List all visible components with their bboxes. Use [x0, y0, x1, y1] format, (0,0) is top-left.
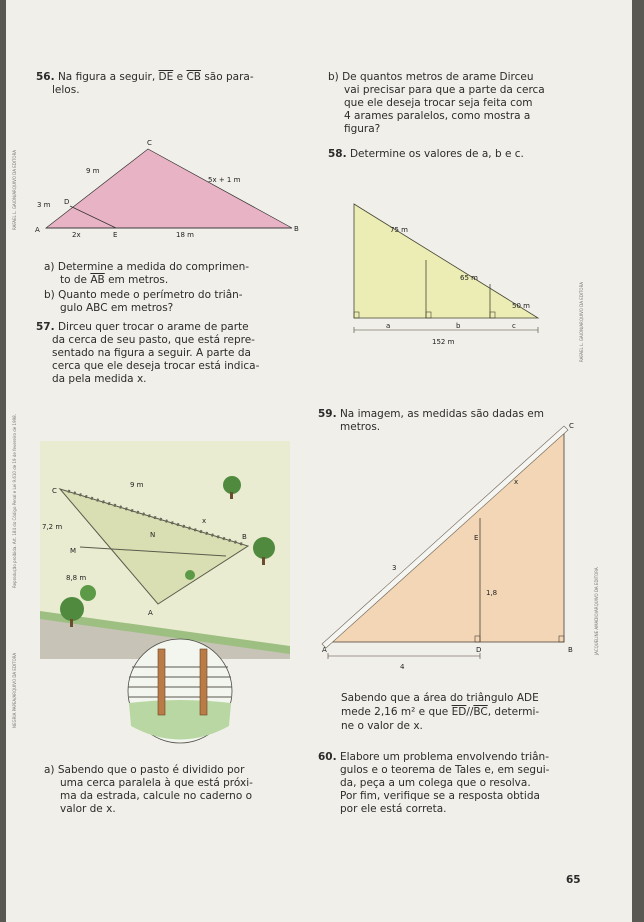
q57-line1: 57. Dirceu quer trocar o arame de parte: [36, 321, 249, 333]
label-d: D: [476, 646, 482, 654]
q58-text: 58. Determine os valores de a, b e c.: [328, 148, 524, 160]
q59-credit: JACQUELINE AMADIO/ARQUIVO DA EDITORA: [594, 567, 599, 655]
q57-item-b-line4: 4 arames paralelos, como mostra a: [344, 110, 531, 122]
legal-notice: Reprodução proibida. Art. 184 do Código Penal e Lei 9.610 de 19 de fevereiro de 1998.: [12, 414, 17, 588]
label-m: M: [70, 547, 77, 555]
q57-line5: da pela medida x.: [52, 373, 147, 385]
label-a: A: [35, 226, 40, 234]
fence-post-left: [158, 649, 165, 715]
q59-after-line2: mede 2,16 m² e que $\overline{ED}//\overline{BC}$, determi-: [341, 706, 540, 718]
tree-icon: [223, 476, 241, 494]
q56-credit: RAFAEL L. GAION/ARQUIVO DA EDITORA: [12, 150, 17, 230]
tree-icon: [253, 537, 275, 559]
q57-line4: cerca que ele deseja trocar está indica-: [52, 360, 260, 372]
label-n: N: [150, 531, 156, 539]
q57-item-a-line2: uma cerca paralela à que está próxi-: [60, 777, 253, 789]
q59-line2: metros.: [340, 421, 381, 433]
q60-line3: da, peça a um colega que o resolva.: [340, 777, 531, 789]
triangle-abc: [46, 149, 292, 228]
textbook-page: [6, 0, 632, 922]
label-c: C: [52, 487, 57, 495]
label-3: 3: [392, 564, 397, 572]
label-2x: 2x: [72, 231, 81, 239]
label-b: B: [568, 646, 573, 654]
q57-item-b-line5: figura?: [344, 123, 381, 135]
q56-item-b-line1: b) Quanto mede o perímetro do triân-: [44, 289, 243, 301]
label-1-8: 1,8: [486, 589, 498, 597]
q59-after-line3: ne o valor de x.: [341, 720, 423, 732]
q60-line2: gulos e o teorema de Tales e, em segui-: [340, 764, 550, 776]
q59-after-line1: Sabendo que a área do triângulo ADE: [341, 692, 539, 704]
label-3m: 3 m: [37, 201, 51, 209]
fence-post-right: [200, 649, 207, 715]
q57-figure: [40, 441, 290, 746]
label-x: x: [514, 478, 519, 486]
label-152m: 152 m: [432, 338, 455, 346]
label-5x1: 5x + 1 m: [208, 176, 241, 184]
label-50m: 50 m: [512, 302, 530, 310]
detail-grass: [129, 700, 231, 740]
bush-icon: [185, 570, 195, 580]
q56-figure: [32, 136, 308, 240]
q57-item-a-line4: valor de x.: [60, 803, 116, 815]
q57-item-b-line2: vai precisar para que a parte da cerca: [344, 84, 545, 96]
q57-credit: NEGRIA PAPEA/ARQUIVO DA EDITORA: [12, 652, 17, 728]
q60-line5: por ele está correta.: [340, 803, 447, 815]
q57-item-a-line3: ma da estrada, calcule no caderno o: [60, 790, 252, 802]
label-8-8m: 8,8 m: [66, 574, 87, 582]
q57-item-b-line3: que ele deseja trocar seja feita com: [344, 97, 533, 109]
label-75m: 75 m: [390, 226, 408, 234]
label-65m: 65 m: [460, 274, 478, 282]
q59-line1: 59. Na imagem, as medidas são dadas em: [318, 408, 544, 420]
q59-figure: [318, 420, 582, 682]
tree-icon: [80, 585, 96, 601]
q56-intro-line2: lelos.: [52, 84, 80, 96]
label-9m: 9 m: [86, 167, 100, 175]
label-18m: 18 m: [176, 231, 194, 239]
q58-figure: [342, 194, 572, 354]
label-a: A: [322, 646, 327, 654]
label-7-2m: 7,2 m: [42, 523, 63, 531]
label-d: D: [64, 198, 70, 206]
q60-line1: 60. Elabore um problema envolvendo triân-: [318, 751, 550, 763]
q58-credit: RAFAEL L. GAION/ARQUIVO DA EDITORA: [579, 282, 584, 362]
label-e: E: [474, 534, 479, 542]
q57-line3: sentado na figura a seguir. A parte da: [52, 347, 251, 359]
triangle-58: [354, 204, 538, 318]
q57-item-b-line1: b) De quantos metros de arame Dirceu: [328, 71, 534, 83]
page-number: 65: [566, 874, 581, 886]
label-b: B: [242, 533, 247, 541]
label-c: c: [512, 322, 516, 330]
label-e: E: [113, 231, 118, 239]
q57-line2: da cerca de seu pasto, que está repre-: [52, 334, 255, 346]
label-b: B: [294, 225, 299, 233]
label-x: x: [202, 517, 207, 525]
label-b: b: [456, 322, 461, 330]
label-c: C: [569, 422, 574, 430]
q60-line4: Por fim, verifique se a resposta obtida: [340, 790, 540, 802]
q56-item-a-line1: a) Determine a medida do comprimen-: [44, 261, 250, 273]
label-9m: 9 m: [130, 481, 144, 489]
q56-item-a-line2: to de $\overline{AB}$ em metros.: [60, 274, 169, 286]
label-c: C: [147, 139, 152, 147]
label-a: A: [148, 609, 153, 617]
label-a: a: [386, 322, 391, 330]
q56-item-b-line2: gulo ABC em metros?: [60, 302, 174, 314]
label-4: 4: [400, 663, 405, 671]
q56-intro-line1: 56. Na figura a seguir, $\overline{DE}$ e $\overline{CB}$ são para-: [36, 71, 254, 83]
tree-icon: [60, 597, 84, 621]
q57-item-a-line1: a) Sabendo que o pasto é dividido por: [44, 764, 245, 776]
